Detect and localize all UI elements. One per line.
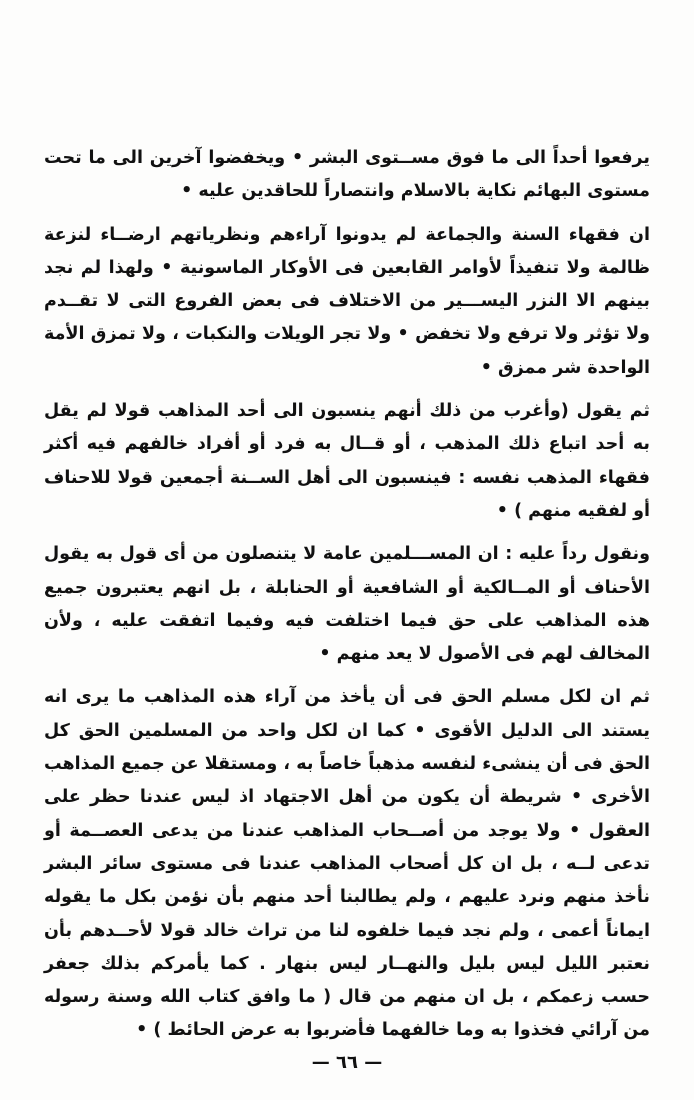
paragraph-2: ان فقهاء السنة والجماعة لم يدونوا آراءهم ونظرياتهم ارضــاء لنزعة ظالمة ولا تنفيذاً لأوامر القابعين فى الأوكار الماسونية • ولهذا لم نجد بينهم الا النزر اليســـير من الاختلاف فى بعض الفروع التى لا تقــدم ولا تؤثر ولا ترفع ولا تخفض • ولا تجر الويلات والنكبات ، ولا تمزق الأمة الواحدة شر ممزق • [44, 224, 650, 378]
paragraph-4: ونقول رداً عليه : ان المســـلمين عامة لا يتنصلون من أى قول به يقول الأحناف أو المــالكية أو الشافعية أو الحنابلة ، بل انهم يعتبرون جميع هذه المذاهب على حق فيما اختلفت فيه وفيما اتفقت عليه ، ولأن المخالف لهم فى الأصول لا يعد منهم • [44, 544, 650, 665]
paragraph-3: ثم يقول (وأغرب من ذلك أنهم ينسبون الى أحد المذاهب قولا لم يقل به أحد اتباع ذلك المذهب ، أو قــال به فرد أو أفراد خالفهم فيه أكثر فقهاء المذهب نفسه : فينسبون الى أهل الســنة أجمعين قولا للاحناف أو لفقيه منهم ) • [44, 401, 650, 521]
paragraph-5: ثم ان لكل مسلم الحق فى أن يأخذ من آراء هذه المذاهب ما يرى انه يستند الى الدليل الأقوى • كما ان لكل واحد من المسلمين الحق كل الحق فى أن ينشىء لنفسه مذهباً خاصاً به ، ومستقلا عن جميع المذاهب الأخرى • شريطة أن يكون من أهل الاجتهاد اذ ليس عندنا حظر على العقول • ولا يوجد من أصــحاب المذاهب عندنا من يدعى العصــمة أو تدعى لــه ، بل ان كل أصحاب المذاهب عندنا فى مستوى سائر البشر نأخذ منهم ونرد عليهم ، ولم يطالبنا أحد منهم بأن نؤمن بكل ما يقوله ايماناً أعمى ، ولم نجد فيما خلفوه لنا من تراث خالد قولا لأحــدهم بأن نعتبر الليل ليس بليل والنهــار ليس بنهار . كما يأمركم بذلك جعفر حسب زعمكم ، بل ان منهم من قال ( ما وافق كتاب الله وسنة رسوله من آرائي فخذوا به وما خالفهما فأضربوا به عرض الحائط ) • [44, 687, 650, 1041]
paragraph-1: يرفعوا أحداً الى ما فوق مســتوى البشر • ويخفضوا آخرين الى ما تحت مستوى البهائم نكاية بالاسلام وانتصاراً للحاقدين عليه • [44, 148, 650, 202]
body-text [44, 142, 650, 1058]
page-number: — ٦٦ — [311, 1052, 383, 1073]
